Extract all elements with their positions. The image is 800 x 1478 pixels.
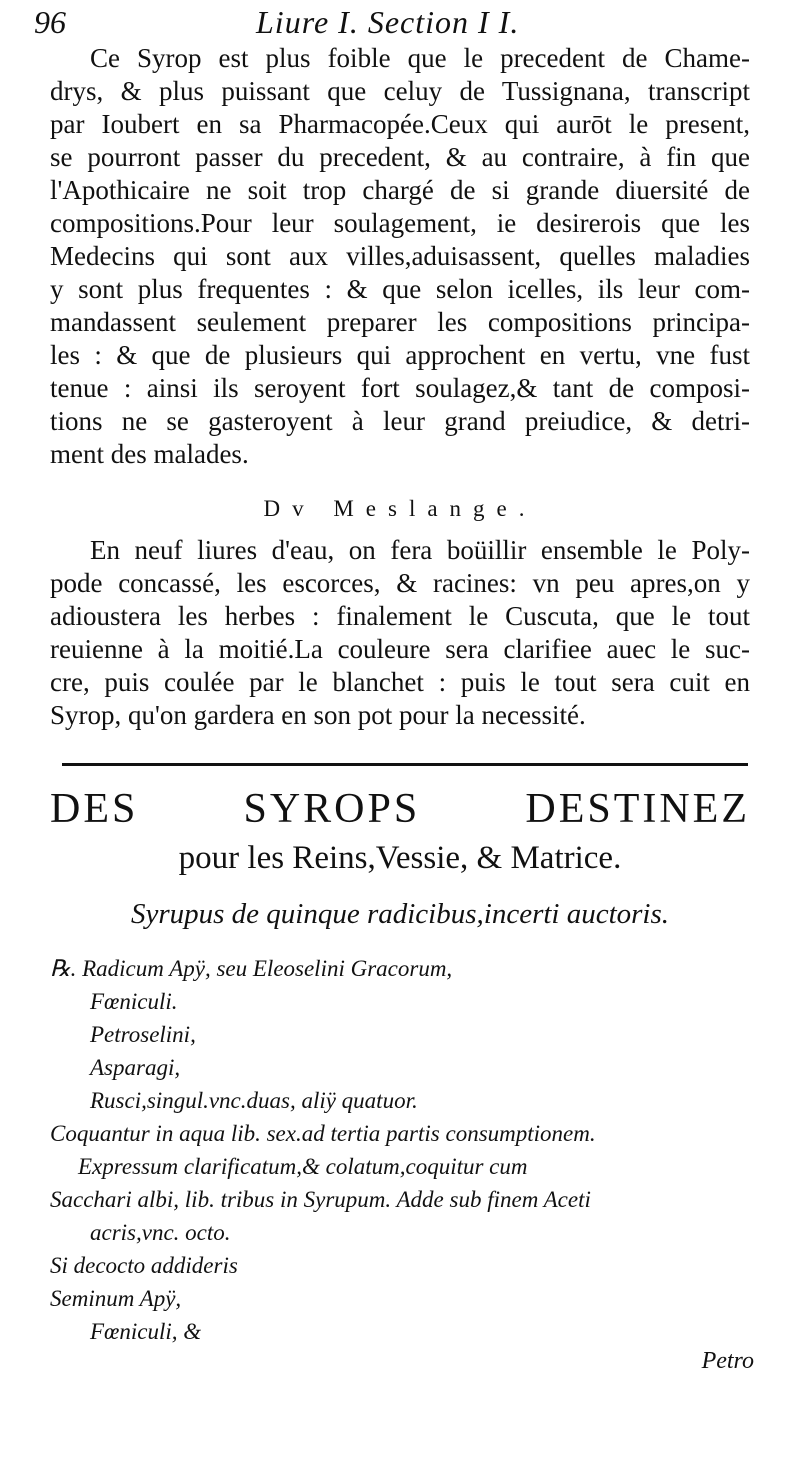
recipe-line: Fœniculi, & xyxy=(90,1319,202,1344)
text-line: adioustera les herbes : finalement le Cuscuta, que le tout xyxy=(50,601,750,631)
text-line: y sont plus frequentes : & que selon icelles, ils leur com- xyxy=(50,274,750,304)
recipe-line: Expressum clarificatum,& colatum,coquitur cum xyxy=(78,1154,528,1179)
catchword: Petro xyxy=(701,1348,754,1374)
recipe-line: ℞. Radicum Apÿ, seu Eleoselini Gracorum, xyxy=(50,956,453,981)
text-line: mandassent seulement preparer les compositions principa- xyxy=(50,307,750,337)
text-line: tions ne se gasteroyent à leur grand preiudice, & detri- xyxy=(50,406,750,436)
page-number: 96 xyxy=(34,4,66,40)
text-line: Ce Syrop est plus foible que le precedent de Chame- xyxy=(90,43,750,73)
running-header xyxy=(34,2,774,42)
text-line: cre, puis coulée par le blanchet : puis le tout sera cuit en xyxy=(50,667,750,697)
subheading-du-meslange: Dv Meslange. xyxy=(263,496,537,521)
text-line: Medecins qui sont aux villes,aduisassent, quelles maladies xyxy=(50,241,750,271)
recipe-line: Rusci,singul.vnc.duas, aliÿ quatuor. xyxy=(90,1088,418,1113)
recipe-line: Coquantur in aqua lib. sex.ad tertia partis consumptionem. xyxy=(50,1121,596,1146)
running-title: Liure I. Section I I. xyxy=(256,4,520,40)
text-line: l'Apothicaire ne soit trop chargé de si grande diuersité de xyxy=(50,175,750,205)
section-subtitle: pour les Reins,Vessie, & Matrice. xyxy=(178,840,622,876)
recipe-line: Fœniculi. xyxy=(90,989,178,1014)
section-title: DES SYROPS DESTINEZ xyxy=(50,786,750,832)
text-line: se pourront passer du precedent, & au contraire, à fin que xyxy=(50,142,750,172)
recipe-line: Seminum Apÿ, xyxy=(50,1286,182,1311)
text-line: drys, & plus puissant que celuy de Tussignana, transcript xyxy=(50,76,750,106)
recipe-line: Petroselini, xyxy=(90,1022,196,1047)
text-line: compositions.Pour leur soulagement, ie desirerois que les xyxy=(50,208,750,238)
text-line: ment des malades. xyxy=(50,439,249,469)
text-line: pode concassé, les escorces, & racines: vn peu apres,on y xyxy=(50,568,750,598)
text-line: En neuf liures d'eau, on fera boüillir ensemble le Poly- xyxy=(90,535,750,565)
text-line: les : & que de plusieurs qui approchent en vertu, vne fust xyxy=(50,340,750,370)
recipe-title: Syrupus de quinque radicibus,incerti auctoris. xyxy=(130,898,670,930)
text-line: reuienne à la moitié.La couleure sera clarifiee auec le suc- xyxy=(50,634,750,664)
paragraph-meslange xyxy=(50,534,750,732)
text-line: par Ioubert en sa Pharmacopée.Ceux qui aurōt le present, xyxy=(50,109,750,139)
text-line: Syrop, qu'on gardera en son pot pour la necessité. xyxy=(50,700,586,730)
recipe-line: acris,vnc. octo. xyxy=(90,1220,231,1245)
paragraph-syrup-comment xyxy=(50,42,750,471)
recipe-line: Sacchari albi, lib. tribus in Syrupum. Adde sub finem Aceti xyxy=(50,1187,591,1212)
section-divider-rule xyxy=(62,763,748,766)
text-line: tenue : ainsi ils seroyent fort soulagez,& tant de composi- xyxy=(50,373,750,403)
recipe-body xyxy=(50,952,760,1348)
recipe-line: Asparagi, xyxy=(90,1055,181,1080)
recipe-line: Si decocto addideris xyxy=(50,1253,238,1278)
